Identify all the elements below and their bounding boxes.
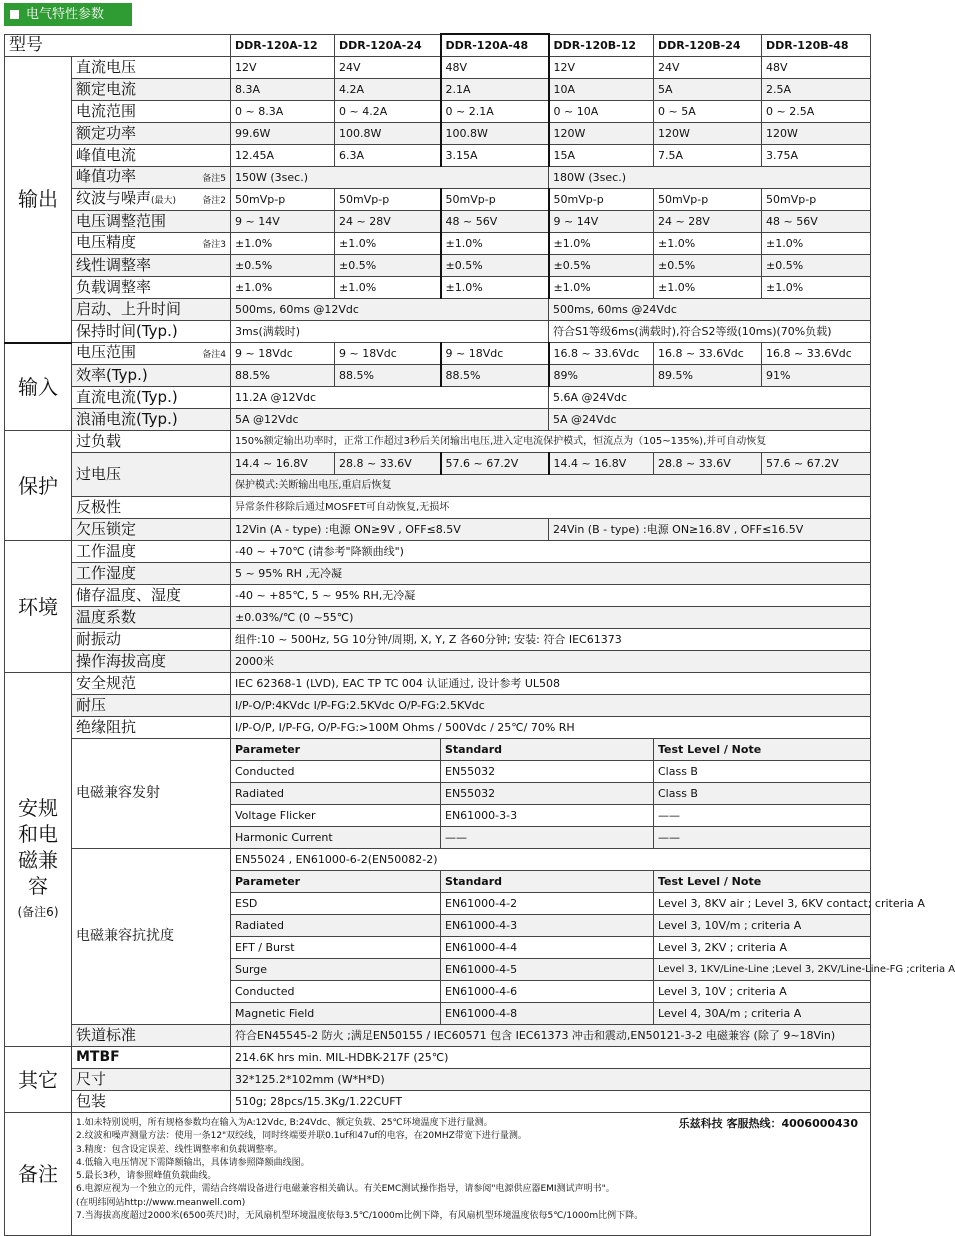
spec-table bbox=[4, 33, 955, 1236]
item-label-text: 耐压 bbox=[76, 696, 107, 714]
output-row-dc_voltage bbox=[5, 57, 871, 79]
env-row bbox=[5, 607, 871, 629]
value-cell: 6.3A bbox=[335, 145, 441, 167]
env-row bbox=[5, 541, 871, 563]
item-label-text: 效率(Typ.) bbox=[76, 366, 148, 384]
em-standard: EN61000-4-2 bbox=[441, 893, 654, 915]
em-level: Level 3, 2KV ; criteria A bbox=[654, 937, 871, 959]
item-label-text: 操作海拔高度 bbox=[76, 652, 167, 670]
model-3: DDR-120A-48 bbox=[441, 34, 549, 57]
category-notes: 备注 bbox=[5, 1113, 72, 1236]
value-cell: 9 ~ 18Vdc bbox=[441, 343, 549, 365]
value-cell: 16.8 ~ 33.6Vdc bbox=[549, 343, 654, 365]
em-head-standard: Standard bbox=[441, 871, 654, 893]
category-safety-line: 安规 bbox=[18, 795, 58, 820]
section-title-text: 电气特性参数 bbox=[26, 7, 105, 22]
category-environment: 环境 bbox=[5, 541, 72, 673]
env-row bbox=[5, 585, 871, 607]
ems-standard: EN55024 , EN61000-6-2(EN50082-2) bbox=[231, 849, 871, 871]
em-parameter: Harmonic Current bbox=[231, 827, 441, 849]
item-label bbox=[72, 123, 231, 145]
value-cell: ±1.0% bbox=[762, 233, 871, 255]
value-cell: 0 ~ 4.2A bbox=[335, 101, 441, 123]
item-label-small: (最大) bbox=[151, 195, 177, 206]
value-cell: 0 ~ 8.3A bbox=[231, 101, 335, 123]
value-cell: 符合EN45545-2 防火 ;满足EN50155 / IEC60571 包含 IEC61373 冲击和震动,EN50121-3-2 电磁兼容 (除了 9~18Vin) bbox=[231, 1025, 871, 1047]
value-cell: 50mVp-p bbox=[654, 189, 762, 211]
em-parameter: Radiated bbox=[231, 915, 441, 937]
value-cell: 120W bbox=[762, 123, 871, 145]
others-row bbox=[5, 1047, 871, 1069]
item-label-text: 浪涌电流(Typ.) bbox=[76, 410, 178, 428]
category-safety-line: 磁兼 bbox=[18, 847, 58, 872]
em-head-level: Test Level / Note bbox=[654, 739, 871, 761]
output-row-rated_current bbox=[5, 79, 871, 101]
value-cell: 保护模式:关断输出电压,重启后恢复 bbox=[231, 475, 871, 497]
value-cell: 89.5% bbox=[654, 365, 762, 387]
model-2: DDR-120A-24 bbox=[335, 34, 441, 57]
output-row-peak_power bbox=[5, 167, 871, 189]
em-parameter: Magnetic Field bbox=[231, 1003, 441, 1025]
value-cell: 48 ~ 56V bbox=[441, 211, 549, 233]
value-cell: 57.6 ~ 67.2V bbox=[762, 453, 871, 475]
value-cell: 48 ~ 56V bbox=[762, 211, 871, 233]
env-row bbox=[5, 651, 871, 673]
item-label bbox=[72, 255, 231, 277]
value-a-type: 500ms, 60ms @12Vdc bbox=[231, 299, 549, 321]
item-label-text: 直流电流(Typ.) bbox=[76, 388, 178, 406]
item-label-text: 工作温度 bbox=[76, 542, 137, 560]
value-a-type: 150W (3sec.) bbox=[231, 167, 549, 189]
em-standard: EN61000-4-6 bbox=[441, 981, 654, 1003]
em-standard: EN61000-4-4 bbox=[441, 937, 654, 959]
item-label bbox=[72, 343, 231, 365]
category-safety-line: 容 bbox=[28, 873, 48, 898]
item-label-text: 工作湿度 bbox=[76, 564, 137, 582]
output-row-hold bbox=[5, 321, 871, 343]
em-parameter: Radiated bbox=[231, 783, 441, 805]
value-cell: I/P-O/P, I/P-FG, O/P-FG:>100M Ohms / 500Vdc / 25℃/ 70% RH bbox=[231, 717, 871, 739]
category-output: 输出 bbox=[5, 57, 72, 343]
value-cell: 0 ~ 5A bbox=[654, 101, 762, 123]
item-label bbox=[72, 541, 231, 563]
value-cell: 0 ~ 2.1A bbox=[441, 101, 549, 123]
item-label-text: 储存温度、湿度 bbox=[76, 586, 182, 604]
value-cell: 50mVp-p bbox=[549, 189, 654, 211]
item-label-text: 安全规范 bbox=[76, 674, 137, 692]
value-cell: 24V bbox=[654, 57, 762, 79]
others-row bbox=[5, 1069, 871, 1091]
value-cell: 91% bbox=[762, 365, 871, 387]
item-label: 尺寸 bbox=[72, 1069, 231, 1091]
emi-label: 电磁兼容发射 bbox=[72, 739, 231, 849]
safety-row bbox=[5, 673, 871, 695]
protection-uvlo bbox=[5, 519, 871, 541]
item-note: 备注2 bbox=[202, 195, 226, 206]
note-line: 2.纹波和噪声测量方法：使用一条12"双绞线，同时终端要并联0.1uf和47uf的电容，在20MHZ带宽下进行量测。 bbox=[76, 1131, 527, 1142]
em-head-level: Test Level / Note bbox=[654, 871, 871, 893]
value-cell: ±1.0% bbox=[335, 277, 441, 299]
em-standard: EN55032 bbox=[441, 761, 654, 783]
output-row-adj_range bbox=[5, 211, 871, 233]
item-label-text: 直流电压 bbox=[76, 58, 137, 76]
category-protection: 保护 bbox=[5, 431, 72, 541]
value-cell: ±0.03%/℃ (0 ~55℃) bbox=[231, 607, 871, 629]
em-level: Level 3, 1KV/Line-Line ;Level 3, 2KV/Line-Line-FG ;criteria A bbox=[654, 959, 871, 981]
note-line: 5.最长3秒，请参照峰值负载曲线。 bbox=[76, 1171, 217, 1182]
em-head-standard: Standard bbox=[441, 739, 654, 761]
value-cell: 100.8W bbox=[335, 123, 441, 145]
output-row-ripple bbox=[5, 189, 871, 211]
value-cell: 12V bbox=[231, 57, 335, 79]
output-row-setup bbox=[5, 299, 871, 321]
em-parameter: Surge bbox=[231, 959, 441, 981]
output-row-peak_current bbox=[5, 145, 871, 167]
safety-row bbox=[5, 717, 871, 739]
value-cell: 4.2A bbox=[335, 79, 441, 101]
value-cell: 9 ~ 14V bbox=[231, 211, 335, 233]
note-line: (在明纬网站http://www.meanwell.com) bbox=[76, 1197, 246, 1208]
value-cell: ±0.5% bbox=[654, 255, 762, 277]
value-cell: 0 ~ 2.5A bbox=[762, 101, 871, 123]
value-b-type: 180W (3sec.) bbox=[549, 167, 871, 189]
item-label-text: 额定电流 bbox=[76, 80, 137, 98]
ems-label: 电磁兼容抗扰度 bbox=[72, 849, 231, 1025]
value-cell: ±1.0% bbox=[335, 233, 441, 255]
item-label-text: 纹波与噪声 bbox=[76, 188, 152, 207]
safety-row bbox=[5, 695, 871, 717]
value-a-type: 11.2A @12Vdc bbox=[231, 387, 549, 409]
item-label bbox=[72, 519, 231, 541]
item-label bbox=[72, 387, 231, 409]
item-label bbox=[72, 145, 231, 167]
item-label bbox=[72, 299, 231, 321]
value-cell: 48V bbox=[441, 57, 549, 79]
value-cell: 24V bbox=[335, 57, 441, 79]
value-cell: 50mVp-p bbox=[335, 189, 441, 211]
item-label-text: 负载调整率 bbox=[76, 278, 152, 296]
value-cell: 15A bbox=[549, 145, 654, 167]
value-cell: I/P-O/P:4KVdc I/P-FG:2.5KVdc O/P-FG:2.5KVdc bbox=[231, 695, 871, 717]
protection-overload bbox=[5, 431, 871, 453]
value-cell: 50mVp-p bbox=[441, 189, 549, 211]
model-label: 型号 bbox=[5, 34, 231, 57]
item-note: 备注3 bbox=[202, 239, 226, 250]
input-row-dc_current bbox=[5, 387, 871, 409]
value-cell: 2.1A bbox=[441, 79, 549, 101]
value-cell: ±1.0% bbox=[654, 277, 762, 299]
env-row bbox=[5, 629, 871, 651]
value-cell: 2000米 bbox=[231, 651, 871, 673]
value-cell: 88.5% bbox=[335, 365, 441, 387]
item-label bbox=[72, 189, 231, 211]
em-parameter: EFT / Burst bbox=[231, 937, 441, 959]
value-cell: ±1.0% bbox=[441, 277, 549, 299]
item-note: 备注5 bbox=[202, 173, 226, 184]
item-label-text: 电压范围 bbox=[76, 342, 137, 361]
em-level: Class B bbox=[654, 783, 871, 805]
input-row-inrush bbox=[5, 409, 871, 431]
item-label bbox=[72, 431, 231, 453]
value-cell: ±0.5% bbox=[441, 255, 549, 277]
item-label-text: 绝缘阻抗 bbox=[76, 718, 137, 736]
output-row-accuracy bbox=[5, 233, 871, 255]
value-cell: 510g; 28pcs/15.3Kg/1.22CUFT bbox=[231, 1091, 871, 1113]
em-standard: —— bbox=[441, 827, 654, 849]
item-label-text: 线性调整率 bbox=[76, 256, 152, 274]
service-phone: 乐兹科技 客服热线：4006000430 bbox=[678, 1117, 858, 1130]
em-standard: EN55032 bbox=[441, 783, 654, 805]
item-label bbox=[72, 607, 231, 629]
value-cell: 2.5A bbox=[762, 79, 871, 101]
item-label bbox=[72, 57, 231, 79]
item-label bbox=[72, 629, 231, 651]
em-parameter: Voltage Flicker bbox=[231, 805, 441, 827]
value-cell: 9 ~ 18Vdc bbox=[231, 343, 335, 365]
value-cell: 16.8 ~ 33.6Vdc bbox=[762, 343, 871, 365]
value-a-type: 5A @12Vdc bbox=[231, 409, 549, 431]
value-cell: ±1.0% bbox=[231, 233, 335, 255]
em-parameter: ESD bbox=[231, 893, 441, 915]
item-label-text: 额定功率 bbox=[76, 124, 137, 142]
value-cell: 32*125.2*102mm (W*H*D) bbox=[231, 1069, 871, 1091]
item-label bbox=[72, 233, 231, 255]
header-row bbox=[5, 34, 871, 57]
section-title bbox=[4, 3, 132, 26]
value-cell: 214.6K hrs min. MIL-HDBK-217F (25℃) bbox=[231, 1047, 871, 1069]
item-label bbox=[72, 101, 231, 123]
em-head-parameter: Parameter bbox=[231, 871, 441, 893]
note-line: 4.低输入电压情况下需降额输出，具体请参照降额曲线图。 bbox=[76, 1157, 310, 1168]
item-label-text: 电流范围 bbox=[76, 102, 137, 120]
value-cell: 9 ~ 14V bbox=[549, 211, 654, 233]
value-cell: 57.6 ~ 67.2V bbox=[441, 453, 549, 475]
em-level: —— bbox=[654, 827, 871, 849]
em-level: Level 3, 10V ; criteria A bbox=[654, 981, 871, 1003]
category-others: 其它 bbox=[5, 1047, 72, 1113]
em-parameter: Conducted bbox=[231, 981, 441, 1003]
value-a-type: 12Vin (A - type) :电源 ON≥9V , OFF≤8.5V bbox=[231, 519, 549, 541]
value-cell: 0 ~ 10A bbox=[549, 101, 654, 123]
value-cell: 7.5A bbox=[654, 145, 762, 167]
value-cell: 14.4 ~ 16.8V bbox=[231, 453, 335, 475]
em-standard: EN61000-4-8 bbox=[441, 1003, 654, 1025]
value-cell: 50mVp-p bbox=[762, 189, 871, 211]
input-row-vrange bbox=[5, 343, 871, 365]
input-row-eff bbox=[5, 365, 871, 387]
note-line: 6.电源应视为一个独立的元件，需结合终端设备进行电磁兼容相关确认。有关EMC测试操作指导，请参阅"电源供应器EMI测试声明书"。 bbox=[76, 1184, 615, 1195]
value-cell: 150%额定输出功率时，正常工作超过3秒后关闭输出电压,进入定电流保护模式，恒流点为（105~135%),并可自动恢复 bbox=[231, 431, 871, 453]
item-label-text: 电压精度 bbox=[76, 232, 137, 251]
value-cell: ±0.5% bbox=[549, 255, 654, 277]
item-label-text: 峰值电流 bbox=[76, 146, 137, 164]
value-b-type: 5.6A @24Vdc bbox=[549, 387, 871, 409]
value-cell: 3.15A bbox=[441, 145, 549, 167]
value-b-type: 符合S1等级6ms(满载时),符合S2等级(10ms)(70%负载) bbox=[549, 321, 871, 343]
em-standard: EN61000-4-3 bbox=[441, 915, 654, 937]
item-label-text: 过负载 bbox=[76, 432, 122, 450]
output-row-rated_power bbox=[5, 123, 871, 145]
value-cell: ±1.0% bbox=[654, 233, 762, 255]
item-label bbox=[72, 409, 231, 431]
value-cell: 50mVp-p bbox=[231, 189, 335, 211]
output-row-current_range bbox=[5, 101, 871, 123]
item-label bbox=[72, 211, 231, 233]
value-cell: IEC 62368-1 (LVD), EAC TP TC 004 认证通过, 设计参考 UL508 bbox=[231, 673, 871, 695]
value-cell: 异常条件移除后通过MOSFET可自动恢复,无损坏 bbox=[231, 497, 871, 519]
value-cell: 99.6W bbox=[231, 123, 335, 145]
category-safety-note: (备注6) bbox=[17, 904, 59, 919]
item-label-text: 耐振动 bbox=[76, 630, 122, 648]
value-cell: 48V bbox=[762, 57, 871, 79]
item-label bbox=[72, 453, 231, 497]
item-label-text: 电压调整范围 bbox=[76, 212, 167, 230]
item-label bbox=[72, 585, 231, 607]
item-label: 包装 bbox=[72, 1091, 231, 1113]
value-cell: 100.8W bbox=[441, 123, 549, 145]
item-label bbox=[72, 365, 231, 387]
value-b-type: 24Vin (B - type) :电源 ON≥16.8V , OFF≤16.5V bbox=[549, 519, 871, 541]
item-label-text: 过电压 bbox=[76, 465, 122, 483]
model-6: DDR-120B-48 bbox=[762, 34, 871, 57]
value-cell: ±1.0% bbox=[231, 277, 335, 299]
value-cell: 88.5% bbox=[231, 365, 335, 387]
item-label-text: 峰值功率 bbox=[76, 166, 137, 185]
protection-reverse bbox=[5, 497, 871, 519]
value-cell: ±1.0% bbox=[549, 277, 654, 299]
note-line: 3.精度：包含设定误差、线性调整率和负载调整率。 bbox=[76, 1144, 283, 1155]
item-label bbox=[72, 563, 231, 585]
value-cell: 28.8 ~ 33.6V bbox=[335, 453, 441, 475]
item-note: 备注4 bbox=[202, 349, 226, 360]
item-label bbox=[72, 673, 231, 695]
value-cell: 24 ~ 28V bbox=[654, 211, 762, 233]
item-label bbox=[72, 79, 231, 101]
value-cell: 3.75A bbox=[762, 145, 871, 167]
value-cell: 88.5% bbox=[441, 365, 549, 387]
others-row bbox=[5, 1091, 871, 1113]
model-5: DDR-120B-24 bbox=[654, 34, 762, 57]
em-level: Level 3, 10V/m ; criteria A bbox=[654, 915, 871, 937]
safety-rail bbox=[5, 1025, 871, 1047]
item-label bbox=[72, 651, 231, 673]
em-level: Level 4, 30A/m ; criteria A bbox=[654, 1003, 871, 1025]
item-label bbox=[72, 695, 231, 717]
value-cell: ±1.0% bbox=[441, 233, 549, 255]
item-label-text: 启动、上升时间 bbox=[76, 300, 182, 318]
note-line: 7.当海拔高度超过2000米(6500英尺)时，无风扇机型环境温度依每3.5℃/1000m比例下降，有风扇机型环境温度依每5℃/1000m比例下降。 bbox=[76, 1211, 644, 1222]
em-standard: EN61000-4-5 bbox=[441, 959, 654, 981]
em-head-parameter: Parameter bbox=[231, 739, 441, 761]
value-cell: 89% bbox=[549, 365, 654, 387]
item-label: MTBF bbox=[72, 1047, 231, 1069]
value-cell: 12V bbox=[549, 57, 654, 79]
item-label bbox=[72, 167, 231, 189]
em-level: Class B bbox=[654, 761, 871, 783]
value-cell: 120W bbox=[549, 123, 654, 145]
value-cell: ±1.0% bbox=[762, 277, 871, 299]
em-level: Level 3, 8KV air ; Level 3, 6KV contact; criteria A bbox=[654, 893, 871, 915]
item-label bbox=[72, 717, 231, 739]
value-cell: 5 ~ 95% RH ,无冷凝 bbox=[231, 563, 871, 585]
note-line: 1.如未特别说明，所有规格参数均在输入为A:12Vdc, B:24Vdc、额定负载、25℃环境温度下进行量测。 bbox=[76, 1118, 493, 1128]
value-cell: ±1.0% bbox=[549, 233, 654, 255]
value-cell: ±0.5% bbox=[335, 255, 441, 277]
category-safety-line: 和电 bbox=[18, 821, 58, 846]
value-cell: 120W bbox=[654, 123, 762, 145]
value-cell: 9 ~ 18Vdc bbox=[335, 343, 441, 365]
em-standard: EN61000-3-3 bbox=[441, 805, 654, 827]
output-row-line_reg bbox=[5, 255, 871, 277]
value-cell: 24 ~ 28V bbox=[335, 211, 441, 233]
value-cell: ±0.5% bbox=[231, 255, 335, 277]
value-a-type: 3ms(满载时) bbox=[231, 321, 549, 343]
category-input: 输入 bbox=[5, 343, 72, 431]
square-icon bbox=[10, 10, 19, 19]
value-cell: 14.4 ~ 16.8V bbox=[549, 453, 654, 475]
value-cell: -40 ~ +85℃, 5 ~ 95% RH,无冷凝 bbox=[231, 585, 871, 607]
value-cell: 16.8 ~ 33.6Vdc bbox=[654, 343, 762, 365]
notes-content bbox=[72, 1113, 871, 1236]
value-cell: ±0.5% bbox=[762, 255, 871, 277]
item-label bbox=[72, 497, 231, 519]
item-label-text: 保持时间(Typ.) bbox=[76, 322, 178, 340]
em-parameter: Conducted bbox=[231, 761, 441, 783]
category-safety bbox=[5, 673, 72, 1047]
output-row-load_reg bbox=[5, 277, 871, 299]
value-cell: 28.8 ~ 33.6V bbox=[654, 453, 762, 475]
value-cell: 10A bbox=[549, 79, 654, 101]
item-label-text: 温度系数 bbox=[76, 608, 137, 626]
env-row bbox=[5, 563, 871, 585]
value-b-type: 5A @24Vdc bbox=[549, 409, 871, 431]
protection-overvoltage bbox=[5, 453, 871, 475]
value-cell: 组件:10 ~ 500Hz, 5G 10分钟/周期, X, Y, Z 各60分钟; 安装: 符合 IEC61373 bbox=[231, 629, 871, 651]
model-4: DDR-120B-12 bbox=[549, 34, 654, 57]
item-label-text: 欠压锁定 bbox=[76, 520, 137, 538]
value-cell: 5A bbox=[654, 79, 762, 101]
model-1: DDR-120A-12 bbox=[231, 34, 335, 57]
item-label bbox=[72, 321, 231, 343]
value-cell: 8.3A bbox=[231, 79, 335, 101]
value-cell: -40 ~ +70℃ (请参考"降额曲线") bbox=[231, 541, 871, 563]
item-label-text: 反极性 bbox=[76, 498, 122, 516]
item-label bbox=[72, 277, 231, 299]
notes-row bbox=[5, 1113, 871, 1236]
em-level: —— bbox=[654, 805, 871, 827]
item-label: 铁道标准 bbox=[72, 1025, 231, 1047]
value-cell: 12.45A bbox=[231, 145, 335, 167]
safety-emi-row bbox=[5, 739, 871, 761]
safety-ems-row bbox=[5, 849, 871, 871]
value-b-type: 500ms, 60ms @24Vdc bbox=[549, 299, 871, 321]
